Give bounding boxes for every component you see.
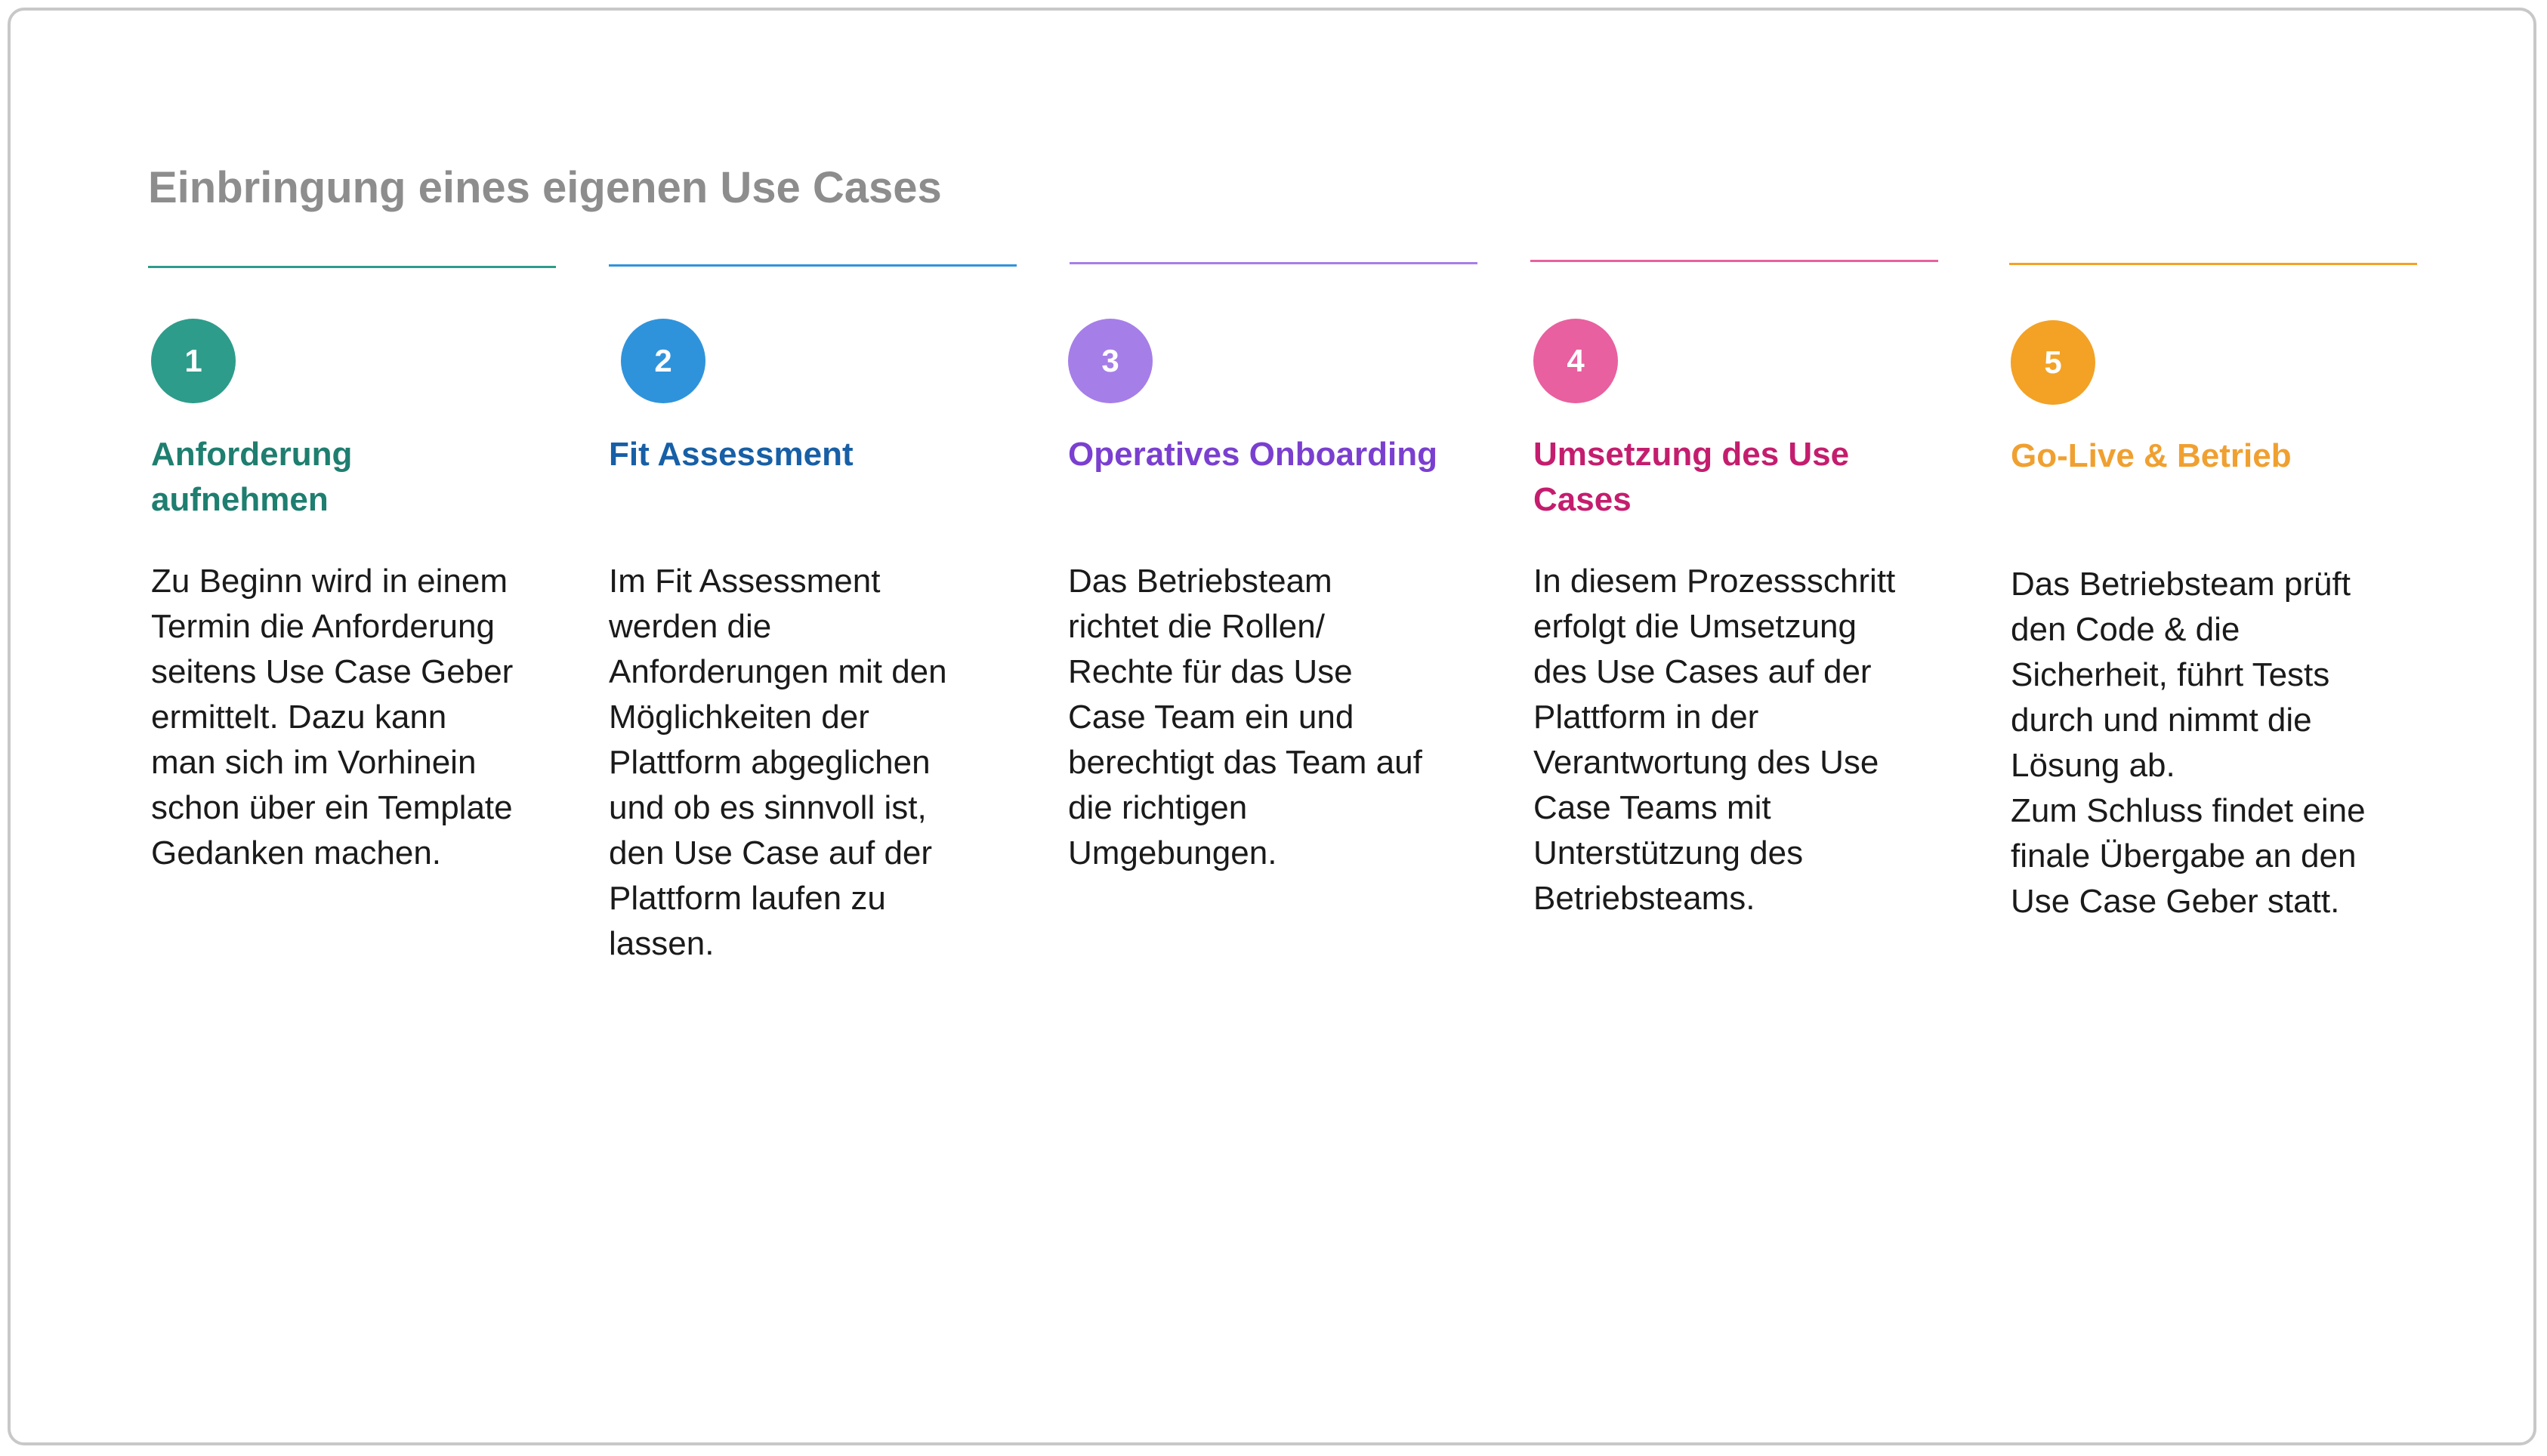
step-rule — [1530, 260, 1938, 262]
step-number-badge: 4 — [1533, 319, 1618, 403]
step-description: In diesem Prozessschritt erfolgt die Umsetzung des Use Cases auf der Plattform in der Verantwortung des Use Case Teams mit Unterstützung des Betriebsteams. — [1533, 563, 1896, 917]
step-description: Im Fit Assessment werden die Anforderungen mit den Möglichkeiten der Plattform abgeglichen und ob es sinnvoll ist, den Use Case auf der Plattform laufen zu lassen. — [609, 563, 947, 962]
step-number-badge: 5 — [2011, 320, 2095, 405]
step-title: Fit Assessment — [609, 436, 854, 473]
page-title: Einbringung eines eigenen Use Cases — [148, 163, 942, 212]
step-number-badge: 3 — [1068, 319, 1153, 403]
step-rule — [1070, 262, 1477, 264]
step-description: Das Betriebsteam richtet die Rollen/ Rechte für das Use Case Team ein und berechtigt das Team auf die richtigen Umgebungen. — [1068, 563, 1422, 871]
step-title: Go-Live & Betrieb — [2011, 437, 2292, 474]
step-description: Das Betriebsteam prüft den Code & die Sicherheit, führt Tests durch und nimmt die Lösung ab. Zum Schluss findet eine finale Übergabe an den Use Case Geber statt. — [2011, 566, 2366, 920]
step-number-badge: 1 — [151, 319, 236, 403]
step-rule — [609, 264, 1017, 267]
step-number-badge: 2 — [621, 319, 705, 403]
step-rule — [2009, 263, 2417, 265]
step-title: Operatives Onboarding — [1068, 436, 1437, 473]
step-title: Anforderung aufnehmen — [151, 436, 353, 518]
step-title: Umsetzung des Use Cases — [1533, 436, 1850, 518]
step-description: Zu Beginn wird in einem Termin die Anforderung seitens Use Case Geber ermittelt. Dazu kann man sich im Vorhinein schon über ein Template Gedanken machen. — [151, 563, 514, 871]
step-rule — [148, 266, 556, 268]
